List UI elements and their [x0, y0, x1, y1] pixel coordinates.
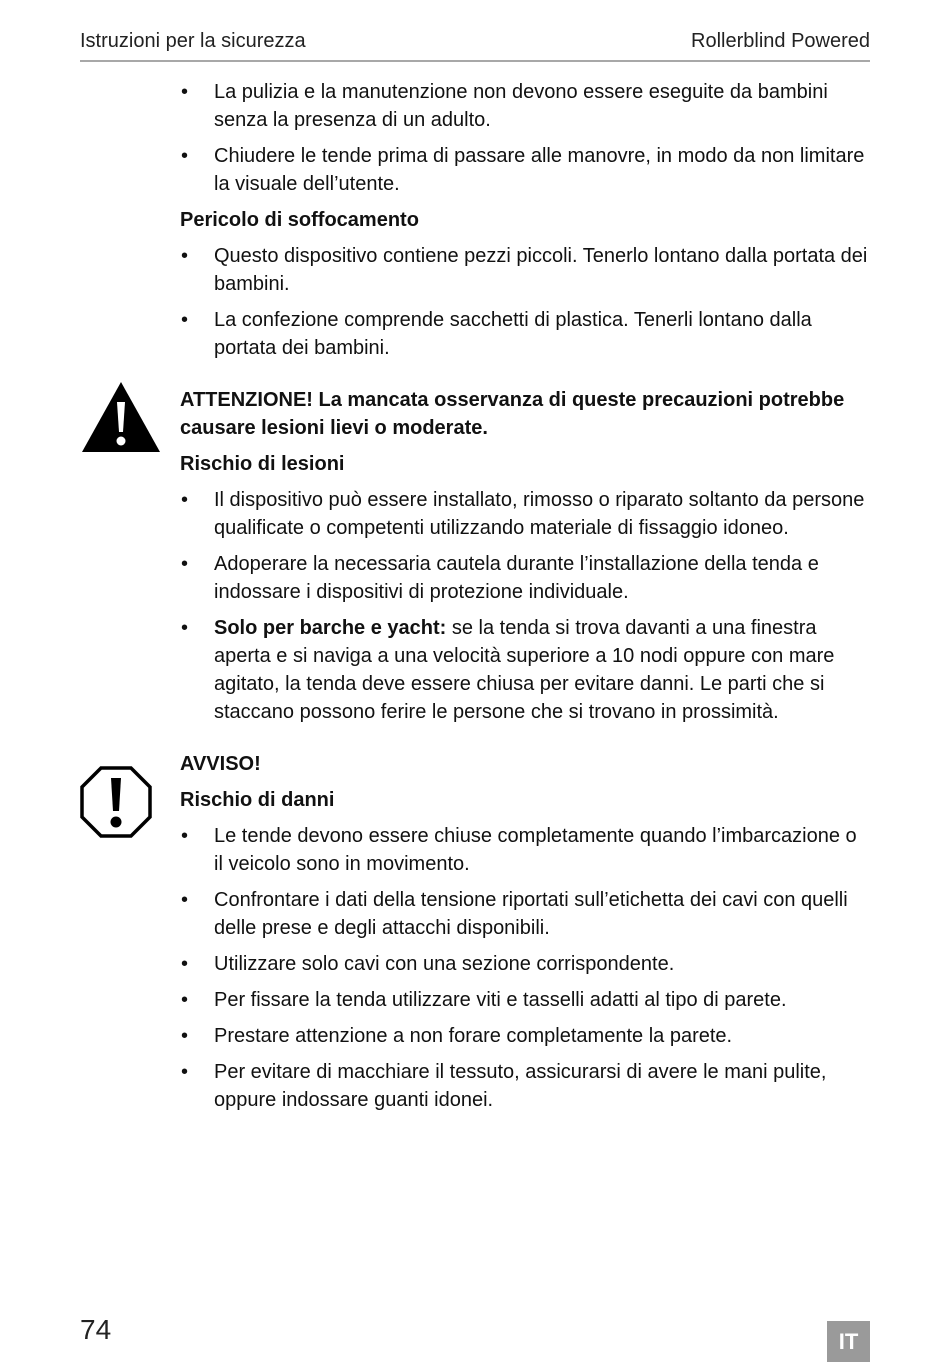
main-content	[180, 78, 870, 1122]
caution-title: ATTENZIONE! La mancata osservanza di queste precauzioni potrebbe causare lesioni lievi o moderate.	[180, 389, 845, 439]
page-number: 74	[80, 1314, 112, 1345]
list-item: • Questo dispositivo contiene pezzi piccoli. Tenerlo lontano dalla portata dei bambini.	[180, 242, 870, 298]
header-section-title: Istruzioni per la sicurezza	[80, 30, 306, 52]
list-item: • Prestare attenzione a non forare completamente la parete.	[180, 1022, 870, 1050]
boats-text: se la tenda si trova davanti a una finestra aperta e si naviga a una velocità superiore a 10 nodi oppure con mare agitato, la tenda deve essere chiusa per evitare danni. Le parti che si staccano possono ferire le persone che si trovano in prossimità.	[214, 617, 835, 723]
notice-list	[180, 822, 870, 1114]
boats-label: Solo per barche e yacht:	[214, 617, 447, 639]
language-badge: IT	[827, 1321, 870, 1362]
notice-octagon-icon	[80, 766, 152, 838]
list-item-boats	[180, 614, 870, 726]
list-item: • Confrontare i dati della tensione riportati sull’etichetta dei cavi con quelli delle prese e degli attacchi disponibili.	[180, 886, 870, 942]
suffocation-list	[180, 242, 870, 362]
list-item: • Chiudere le tende prima di passare alle manovre, in modo da non limitare la visuale dell’utente.	[180, 142, 870, 198]
caution-list	[180, 486, 870, 726]
injury-risk-heading: Rischio di lesioni	[180, 453, 345, 475]
list-item: • Per evitare di macchiare il tessuto, assicurarsi di avere le mani pulite, oppure indossare guanti idonei.	[180, 1058, 870, 1114]
header-product-name: Rollerblind Powered	[691, 30, 870, 52]
suffocation-heading: Pericolo di soffocamento	[180, 209, 419, 231]
list-item: • Utilizzare solo cavi con una sezione corrispondente.	[180, 950, 870, 978]
intro-list	[180, 78, 870, 198]
list-item: • La confezione comprende sacchetti di plastica. Tenerli lontano dalla portata dei bambini.	[180, 306, 870, 362]
warning-triangle-icon	[80, 380, 162, 454]
page-header	[80, 28, 870, 62]
damage-risk-heading: Rischio di danni	[180, 789, 335, 811]
notice-title: AVVISO!	[180, 753, 261, 775]
list-item: • Le tende devono essere chiuse completamente quando l’imbarcazione o il veicolo sono in movimento.	[180, 822, 870, 878]
list-item: • Adoperare la necessaria cautela durante l’installazione della tenda e indossare i dispositivi di protezione individuale.	[180, 550, 870, 606]
list-item: • La pulizia e la manutenzione non devono essere eseguite da bambini senza la presenza di un adulto.	[180, 78, 870, 134]
list-item: • Il dispositivo può essere installato, rimosso o riparato soltanto da persone qualificate o competenti utilizzando materiale di fissaggio idoneo.	[180, 486, 870, 542]
list-item: • Per fissare la tenda utilizzare viti e tasselli adatti al tipo di parete.	[180, 986, 870, 1014]
